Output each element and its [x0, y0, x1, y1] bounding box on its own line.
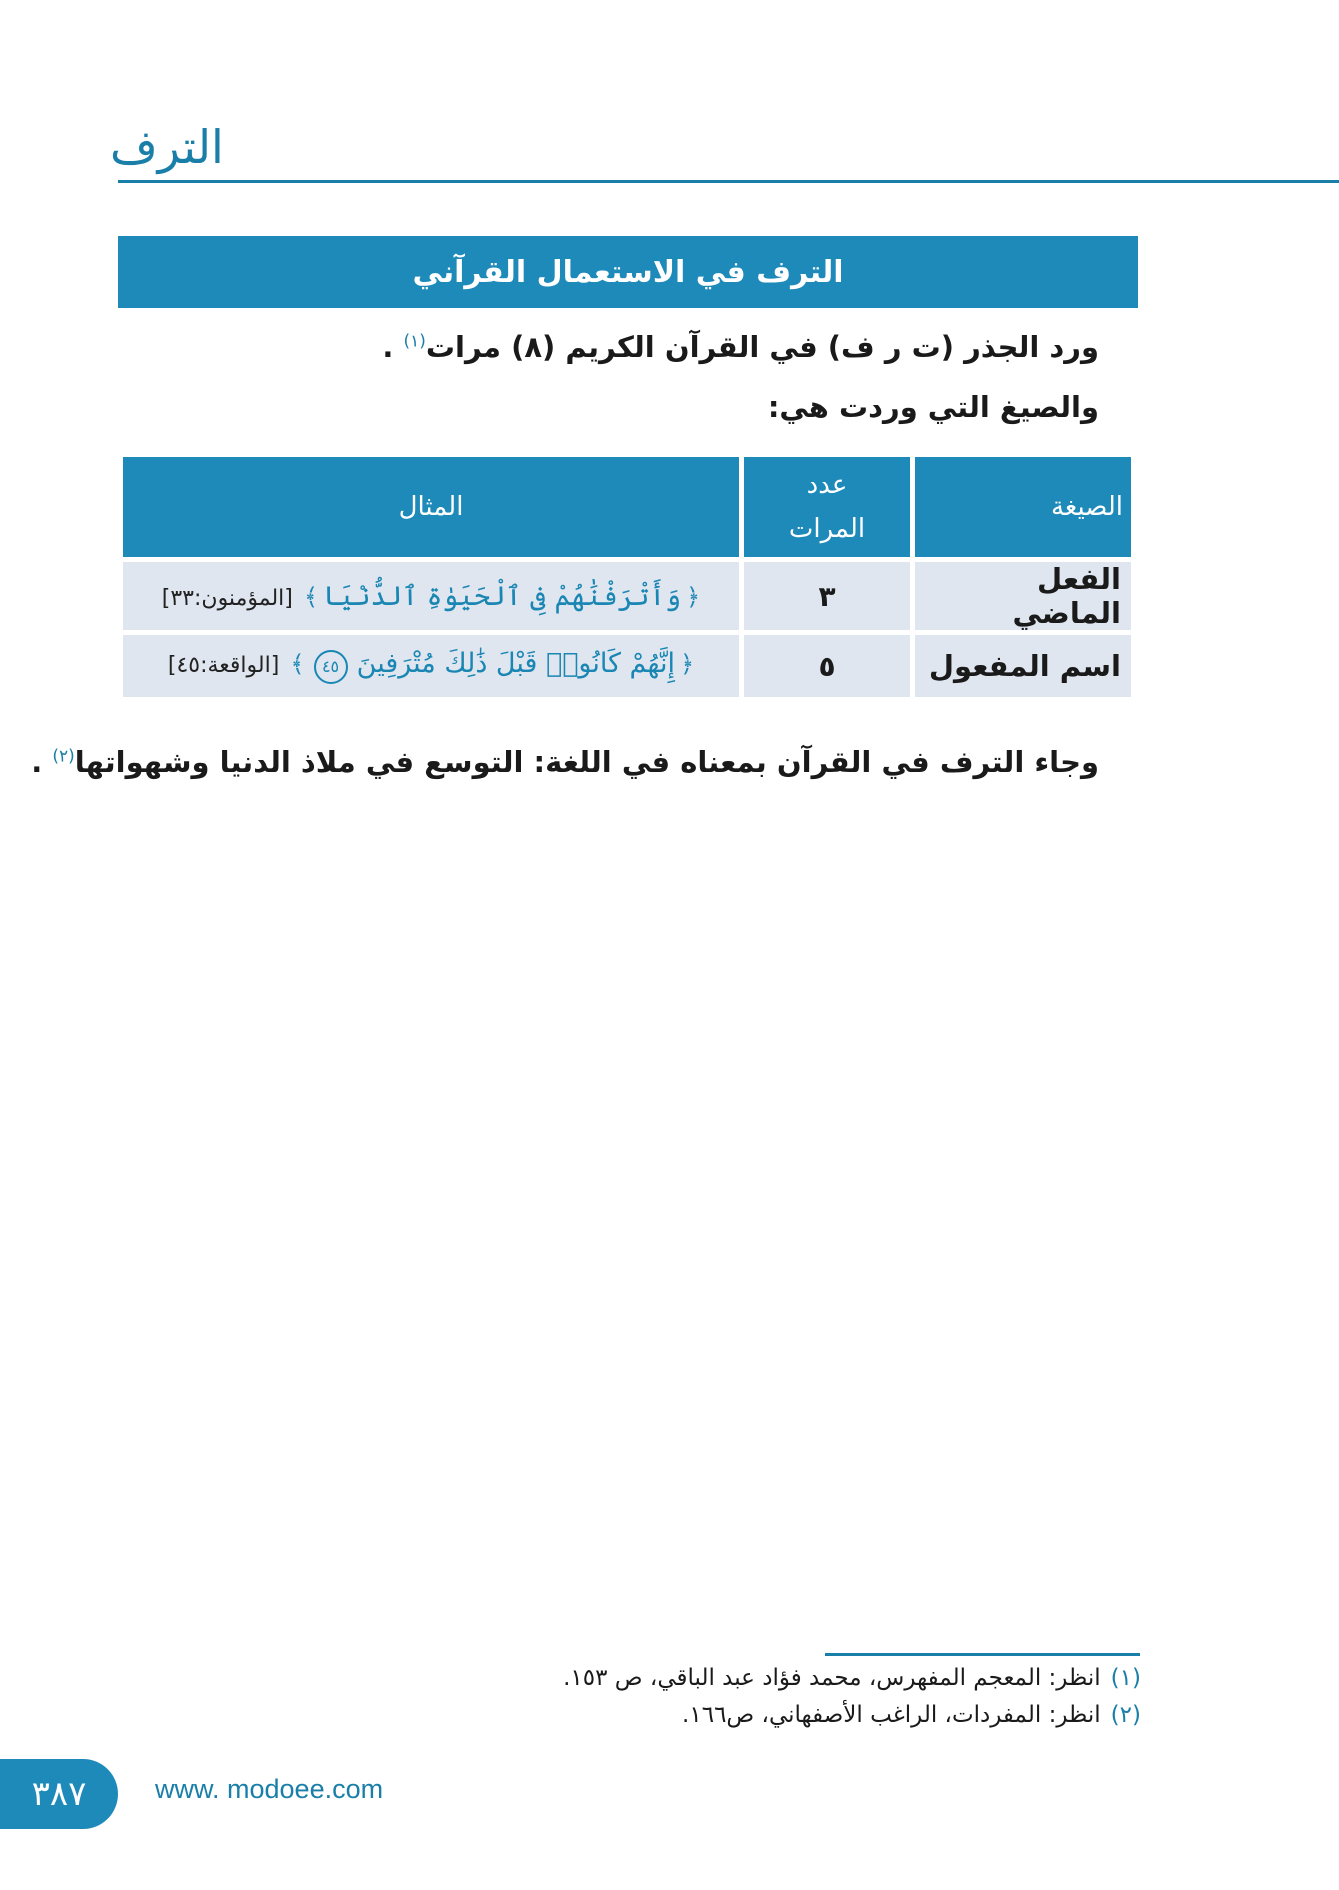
ornate-bracket-open-icon: ﴿: [686, 582, 701, 611]
header-count: [744, 457, 910, 557]
cell-form: الفعل الماضي: [915, 562, 1131, 630]
intro-paragraph-1: [382, 330, 1099, 364]
footnote-text: انظر: المفردات، الراغب الأصفهاني، ص١٦٦.: [682, 1702, 1101, 1728]
page-number: ٣٨٧: [31, 1774, 87, 1814]
chapter-title: الترف: [110, 120, 224, 174]
footnote-number: (١): [1110, 1665, 1141, 1691]
quran-verse: إِنَّهُمْ كَانُوا۟ قَبْلَ ذَٰلِكَ مُتْرَفِينَ: [356, 647, 675, 679]
footnote-1: [563, 1665, 1141, 1691]
header-form: الصيغة: [915, 457, 1131, 557]
cell-count: ٥: [744, 635, 910, 697]
cell-form: اسم المفعول: [915, 635, 1131, 697]
footnote-divider: [825, 1653, 1140, 1656]
ornate-bracket-close-icon: ﴾: [290, 649, 305, 678]
cell-example: [123, 562, 739, 630]
verse-number-medallion-icon: ٤٥: [314, 650, 348, 684]
header-divider: [118, 180, 1339, 183]
verse-reference: [الواقعة:٤٥]: [167, 652, 280, 678]
closing-paragraph: [31, 745, 1099, 779]
header-count-line-2: المرات: [788, 514, 866, 544]
footnote-ref-1[interactable]: (١): [403, 331, 426, 352]
ornate-bracket-open-icon: ﴿: [680, 649, 695, 678]
intro-line-1-end: .: [382, 330, 394, 364]
closing-end: .: [31, 745, 43, 779]
intro-line-2: والصيغ التي وردت هي:: [767, 390, 1099, 424]
table-row: [123, 562, 1131, 630]
quran-verse: وَأَتْرَفْنَٰهُمْ فِى ٱلْحَيَوٰةِ ٱلدُّنْيَا: [323, 580, 682, 612]
section-title: الترف في الاستعمال القرآني: [412, 254, 844, 290]
closing-text: وجاء الترف في القرآن بمعناه في اللغة: التوسع في ملاذ الدنيا وشهواتها: [74, 745, 1099, 779]
cell-count: ٣: [744, 562, 910, 630]
header-example: المثال: [123, 457, 739, 557]
table-header-row: [123, 457, 1131, 557]
table-row: [123, 635, 1131, 697]
intro-paragraph-2: [768, 390, 1099, 424]
footnote-text: انظر: المعجم المفهرس، محمد فؤاد عبد الباقي، ص ١٥٣.: [563, 1665, 1101, 1691]
section-banner: [118, 236, 1138, 308]
ornate-bracket-close-icon: ﴾: [303, 582, 318, 611]
footnote-number: (٢): [1110, 1702, 1141, 1728]
cell-example: [123, 635, 739, 697]
verse-reference: [المؤمنون:٣٣]: [161, 585, 293, 611]
header-count-line-1: عدد: [806, 470, 848, 500]
website-link[interactable]: www. modoee.com: [155, 1774, 384, 1804]
footnote-2: [682, 1702, 1141, 1728]
footnote-ref-2[interactable]: (٢): [52, 746, 75, 767]
forms-table: [118, 452, 1136, 702]
page-number-tab: [0, 1759, 118, 1829]
intro-line-1: ورد الجذر (ت ر ف) في القرآن الكريم (٨) مرات: [425, 330, 1099, 364]
